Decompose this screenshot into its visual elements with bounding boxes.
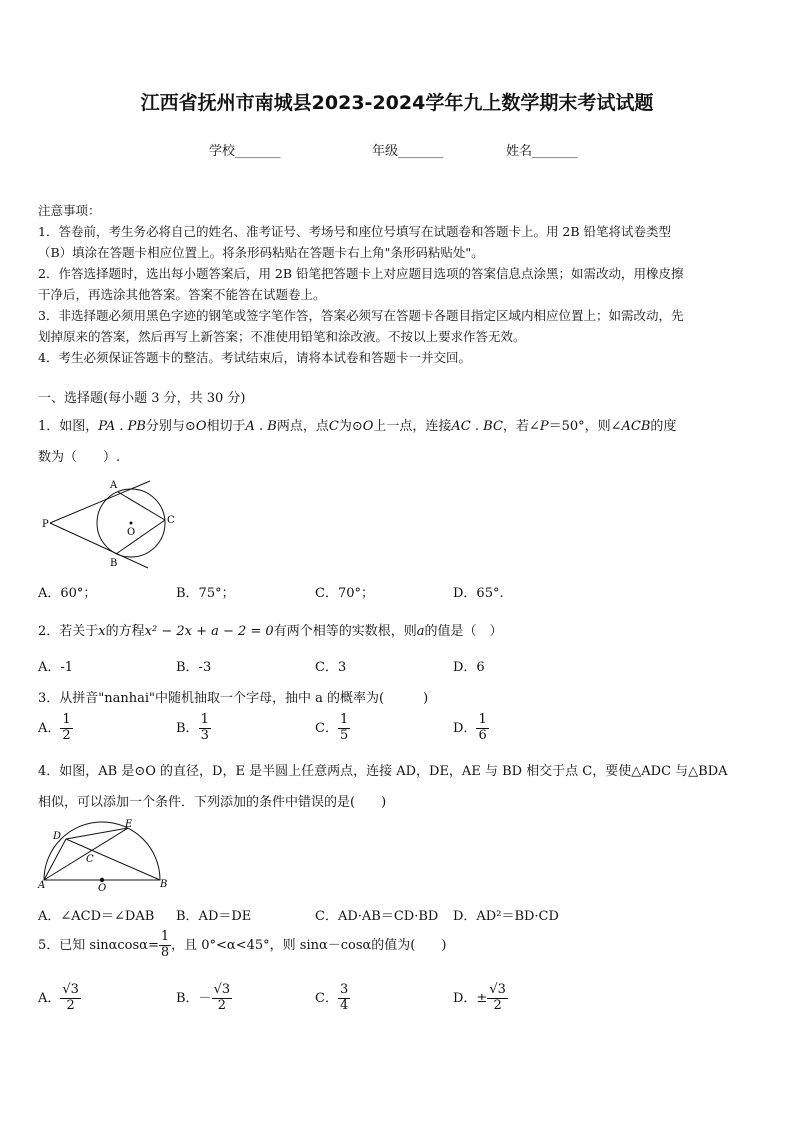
q1-tangent-circle-figure	[38, 476, 188, 572]
notes-heading: 注意事项：	[38, 203, 101, 218]
q2-option-c: C．3	[315, 660, 347, 675]
note-line: 4．考生必须保证答题卡的整洁。考试结束后，请将本试卷和答题卡一并交回。	[38, 350, 471, 365]
q3-option-d: D． $\frac{1}{6}$	[453, 712, 487, 743]
note-line: 划掉原来的答案，然后再写上新答案；不准使用铅笔和涂改液。不按以上要求作答无效。	[38, 329, 526, 344]
q4-semicircle-figure	[36, 816, 170, 892]
q1-option-b: B．75°；	[176, 586, 235, 601]
fig-label-c: C	[167, 515, 175, 526]
fig-label-a: A	[110, 480, 118, 491]
school-field: 学校_______	[209, 144, 281, 159]
q5-option-c: C． $\frac{3}{4}$	[315, 982, 349, 1013]
name-field: 姓名_______	[506, 144, 578, 159]
q5-option-a: A． $\frac{√3}{2}$	[38, 982, 79, 1013]
fig-label-b: B	[110, 558, 118, 569]
question-4-line2: 相似，可以添加一个条件．下列添加的条件中错误的是( )	[38, 795, 387, 810]
note-line: 3．非选择题必须用黑色字迹的钢笔或签字笔作答，答案必须写在答题卡各题目指定区域内相应位置上；如需改动，先	[38, 308, 684, 323]
question-2: 2．若关于x的方程x² − 2x + a − 2 = 0有两个相等的实数根，则a的值是（ ）	[38, 624, 503, 639]
q4-option-b: B．AD＝DE	[176, 909, 252, 924]
question-5: 5．已知 sinαcosα= $\frac{1}{8}$ ，且 0°<α<45°，则 sinα－cosα的值为( )	[38, 929, 447, 960]
question-1-line2: 数为（ ）.	[38, 450, 121, 465]
fig-label-e: E	[125, 819, 133, 830]
q1-option-d: D．65°.	[453, 586, 504, 601]
fig-label-c: C	[86, 854, 94, 865]
note-line: 1．答卷前，考生务必将自己的姓名、准考证号、考场号和座位号填写在试题卷和答题卡上。用 2B 铅笔将试卷类型	[38, 224, 672, 239]
fig-label-p: P	[42, 519, 49, 530]
section-heading: 一、选择题(每小题 3 分，共 30 分)	[38, 391, 246, 406]
question-3: 3．从拼音"nanhai"中随机抽取一个字母，抽中 a 的概率为( )	[38, 691, 429, 706]
note-line: 干净后，再选涂其他答案。答案不能答在试题卷上。	[38, 287, 326, 302]
page-title: 江西省抚州市南城县2023-2024学年九上数学期末考试试题	[140, 92, 654, 114]
grade-field: 年级_______	[372, 144, 444, 159]
q4-option-d: D．AD²＝BD·CD	[453, 909, 559, 924]
fig-label-o: O	[127, 527, 136, 538]
note-line: 2．作答选择题时，选出每小题答案后，用 2B 铅笔把答题卡上对应题目选项的答案信息点涂黑；如需改动，用橡皮擦	[38, 266, 684, 281]
q5-option-d: D．± $\frac{√3}{2}$	[453, 982, 506, 1013]
q5-option-b: B．－ $\frac{√3}{2}$	[176, 982, 231, 1013]
q4-option-a: A．∠ACD＝∠DAB	[38, 909, 155, 924]
q2-option-d: D．6	[453, 660, 485, 675]
q2-option-a: A．-1	[38, 660, 74, 675]
q4-option-c: C．AD·AB＝CD·BD	[315, 909, 439, 924]
fig-label-a: A	[38, 880, 46, 891]
note-line: （B）填涂在答题卡相应位置上。将条形码粘贴在答题卡右上角"条形码粘贴处"。	[38, 245, 484, 260]
q2-option-b: B．-3	[176, 660, 212, 675]
question-4-line1: 4．如图，AB 是⊙O 的直径，D，E 是半圆上任意两点，连接 AD，DE，AE 与 BD 相交于点 C，要使△ADC 与△BDA	[38, 764, 728, 779]
fig-label-o: O	[98, 883, 107, 892]
q1-option-a: A．60°；	[38, 586, 97, 601]
q3-option-b: B． $\frac{1}{3}$	[176, 712, 209, 743]
question-1-line1: 1．如图，PA . PB分别与⊙O相切于A . B两点，点C为⊙O上一点，连接AC . BC，若∠P＝50°，则∠ACB的度	[38, 419, 677, 434]
q3-option-c: C． $\frac{1}{5}$	[315, 712, 349, 743]
q1-option-c: C．70°；	[315, 586, 374, 601]
fig-label-b: B	[160, 879, 168, 890]
fig-label-d: D	[53, 831, 62, 842]
q3-option-a: A． $\frac{1}{2}$	[38, 712, 71, 743]
